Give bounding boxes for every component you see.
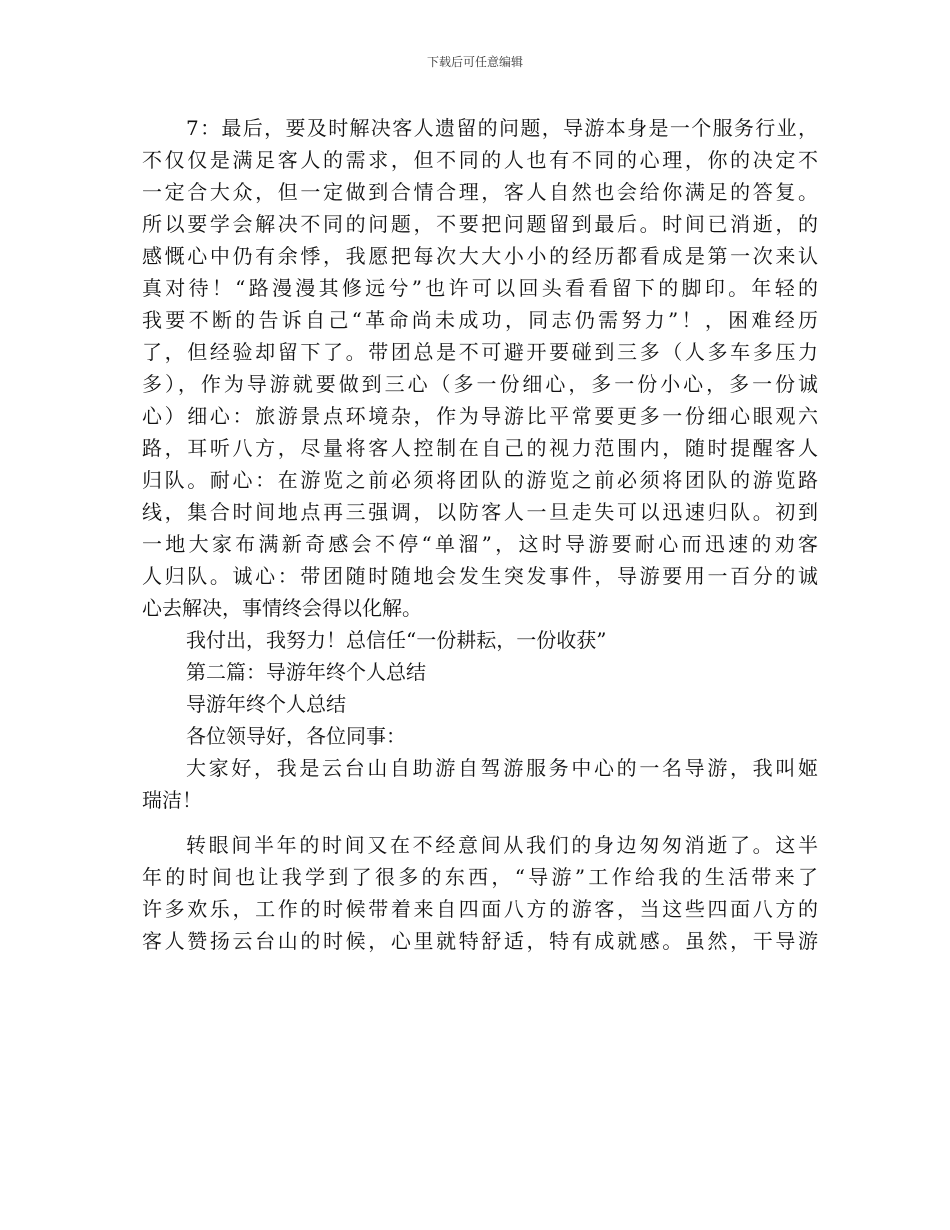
text-line: 所以要学会解决不同的问题，不要把问题留到最后。时间已消逝，的 bbox=[142, 212, 818, 236]
paragraph-half-year-review bbox=[142, 829, 818, 957]
text-line: 我要不断的告诉自己“革命尚未成功，同志仍需努力”！，困难经历 bbox=[142, 308, 818, 332]
paragraph-introduction bbox=[142, 752, 818, 816]
text-line: 一地大家布满新奇感会不停“单溜”，这时导游要耐心而迅速的劝客 bbox=[142, 532, 818, 556]
section-heading bbox=[142, 656, 818, 688]
salutation bbox=[142, 720, 818, 752]
text-line: 真对待！“路漫漫其修远兮”也许可以回头看看留下的脚印。年轻的 bbox=[142, 276, 818, 300]
text-line: 导游年终个人总结 bbox=[186, 692, 346, 716]
document-title bbox=[142, 688, 818, 720]
text-line: 心）细心：旅游景点环境杂，作为导游比平常要更多一份细心眼观六 bbox=[142, 404, 818, 428]
text-line: 大家好，我是云台山自助游自驾游服务中心的一名导游，我叫姬 bbox=[186, 756, 818, 780]
text-line: 不仅仅是满足客人的需求，但不同的人也有不同的心理，你的决定不 bbox=[142, 148, 818, 172]
text-line: 年的时间也让我学到了很多的东西，“导游”工作给我的生活带来了 bbox=[142, 865, 818, 889]
document-body bbox=[142, 112, 818, 957]
text-line: 归队。耐心：在游览之前必须将团队的游览之前必须将团队的游览路 bbox=[142, 468, 818, 492]
text-line: 各位领导好，各位同事： bbox=[186, 724, 406, 748]
text-line: 了，但经验却留下了。带团总是不可避开要碰到三多（人多车多压力 bbox=[142, 340, 818, 364]
text-line: 我付出，我努力！总信任“一份耕耘，一份收获” bbox=[186, 628, 607, 652]
paragraph-closing-tips bbox=[142, 112, 818, 624]
text-line: 路，耳听八方，尽量将客人控制在自己的视力范围内，随时提醒客人 bbox=[142, 436, 818, 460]
text-line: 一定合大众，但一定做到合情合理，客人自然也会给你满足的答复。 bbox=[142, 180, 818, 204]
paragraph-motto bbox=[142, 624, 818, 656]
text-line: 线，集合时间地点再三强调，以防客人一旦走失可以迅速归队。初到 bbox=[142, 500, 818, 524]
text-line: 客人赞扬云台山的时候，心里就特舒适，特有成就感。虽然，干导游 bbox=[142, 929, 818, 953]
text-line: 瑞洁！ bbox=[142, 788, 202, 812]
page-header: 下载后可任意编辑 bbox=[426, 55, 523, 69]
text-line: 转眼间半年的时间又在不经意间从我们的身边匆匆消逝了。这半 bbox=[186, 833, 818, 857]
text-line: 许多欢乐，工作的时候带着来自四面八方的游客，当这些四面八方的 bbox=[142, 897, 818, 921]
text-line: 第二篇：导游年终个人总结 bbox=[186, 660, 426, 684]
text-line: 多），作为导游就要做到三心（多一份细心，多一份小心，多一份诚 bbox=[142, 372, 818, 396]
text-line: 7：最后，要及时解决客人遗留的问题，导游本身是一个服务行业， bbox=[186, 116, 818, 140]
text-line: 心去解决，事情终会得以化解。 bbox=[142, 596, 422, 620]
text-line: 人归队。诚心：带团随时随地会发生突发事件，导游要用一百分的诚 bbox=[142, 564, 818, 588]
text-line: 感慨心中仍有余悸，我愿把每次大大小小的经历都看成是第一次来认 bbox=[142, 244, 818, 268]
